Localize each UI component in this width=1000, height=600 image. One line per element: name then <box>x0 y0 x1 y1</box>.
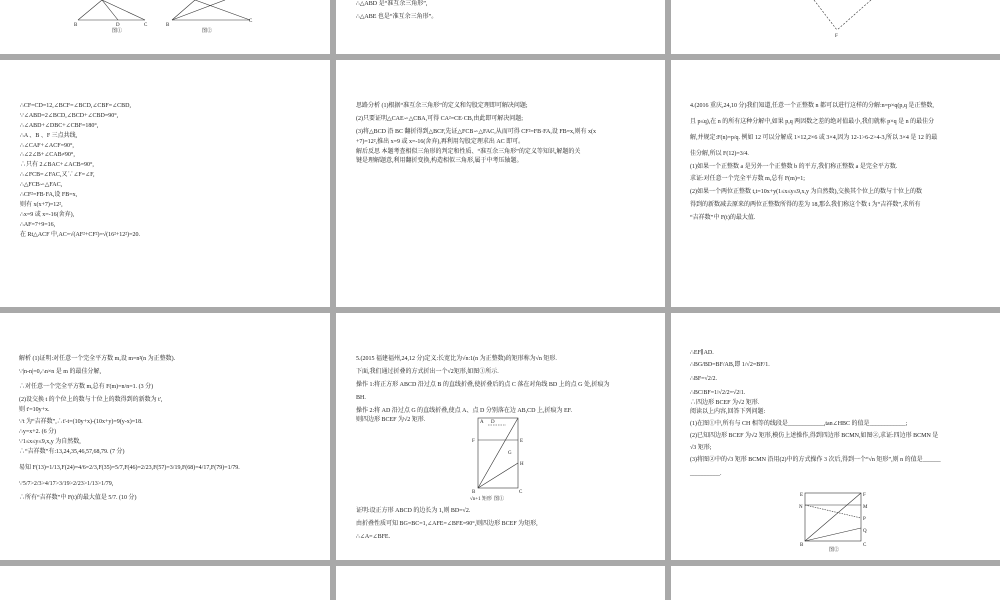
label-D: D <box>116 23 120 28</box>
text-line: ∴y=x+2. (6 分) <box>19 429 57 436</box>
text-line: ∴A 、B 、F 三点共线, <box>20 132 78 139</box>
figure-caption-rect: √n+1 矩形 <box>470 497 492 502</box>
text-line: 则 t'=10y+x. <box>19 406 50 413</box>
text-line: ∴BF=√2/2. <box>690 375 717 382</box>
text-line: ∴BC∶BF=1∶√2/2=√2∶1. <box>690 389 746 396</box>
text-line: ∵|n-n|=0,∴n×n 是 m 的最佳分解, <box>19 368 101 375</box>
text-line: 键是理解题意,利用翻折变换,构造相似三角形,属于中考压轴题。 <box>356 158 523 165</box>
text-line: ∵5/7>2/3>4/17>3/19>2/23>1/13>1/79, <box>19 480 114 487</box>
text-line: ∴四边形 BCEF 为√2 矩形. <box>690 399 760 406</box>
text-line: 思路分析 (1)根据“准互余三角形”的定义和勾股定理即可解决问题; <box>356 103 528 109</box>
text-line: 阅读以上内容,回答下列问题: <box>690 409 766 416</box>
figure-2-rectangle <box>671 313 1000 560</box>
text-line: ∴△ABE 也是“准互余三角形”。 <box>356 13 438 20</box>
label-F: F <box>863 493 866 498</box>
page-r2c0 <box>0 313 330 560</box>
text-line: (3)将△BCD 沿 BC 翻折得到△BCF,先证△FCB∽△FAC,从而可得 CF²=FB·FA,设 FB=x,则有 x(x <box>356 128 597 135</box>
page-r1c2 <box>671 60 1000 307</box>
label-C: C <box>519 490 523 495</box>
figure-1-triangle <box>0 0 330 54</box>
text-line: ∴EF∥AD. <box>690 350 714 356</box>
text-line: 则有 x(x+7)=12², <box>20 201 63 208</box>
text-line: 得到的新数减去原来的两位正整数所得的差为 18,那么我们称这个数 t 为“吉祥数”,求所有 <box>690 202 921 209</box>
label-C: C <box>863 543 867 548</box>
text-line: __________. <box>690 470 722 477</box>
text-line: 解,并规定:F(n)=p/q. 例如 12 可以分解成 1×12,2×6 或 3×4,因为 12-1>6-2>4-3,所以 3×4 是 12 的最 <box>690 134 938 141</box>
text-line: (1)如果一个正整数 a 是另外一个正整数 b 的平方,我们称正整数 a 是完全平方数. <box>690 163 898 170</box>
page-r2c1 <box>336 313 665 560</box>
text-line: ∴对任意一个完全平方数 m,总有 F(m)=n/n=1. (3 分) <box>19 383 154 390</box>
text-line: 求证:对任意一个完全平方数 m,总有 F(m)=1; <box>690 176 805 183</box>
text-line: ∴只有 2∠BAC+∠ACB=90°, <box>20 162 94 169</box>
label-B2: B <box>166 23 170 28</box>
text-line: “吉祥数”中 F(t)的最大值. <box>690 215 756 222</box>
label-A: A <box>480 420 484 425</box>
text-line: 易知 F(13)=1/13,F(24)=4/6=2/3,F(35)=5/7,F(46)=2/23,F(57)=3/19,F(68)=4/17,F(79)=1/79. <box>19 465 240 472</box>
label-B: B <box>472 490 476 495</box>
text-line: (2)设交换 t 的个位上的数与十位上的数得到的新数为 t', <box>19 396 163 403</box>
label-Q: Q <box>863 529 867 534</box>
text-line: 由折叠性质可知 BG=BC=1,∠AFE=∠BFE=90°,则四边形 BCEF 为矩形, <box>356 520 538 527</box>
text-line: (1)在图①中,所有与 CH 相等的线段是____________,tan∠HBC 的值是____________; <box>690 421 908 428</box>
text-line: ∴∠ABD+∠DBC+∠CBF=180°, <box>20 122 99 129</box>
text-line: ∴x=9 或 x=-16(舍弃), <box>20 211 75 218</box>
label-B: B <box>800 543 804 548</box>
figure-1-caption: 图① <box>112 29 123 34</box>
text-line: ∴∠2∠B+∠CAB≠90°, <box>20 152 75 159</box>
text-line: (2)只要证明△CAE∽△CBA,可得 CA²=CE·CB,由此即可解决问题; <box>356 115 523 122</box>
text-line: ∴CF²=FB·FA,设 FB=x, <box>20 192 78 199</box>
text-line: ∵∠ABD=2∠BCD,∠BCD+∠CBD=90°, <box>20 112 119 119</box>
text-line: ∵t 为“吉祥数”,∴t'-t=(10y+x)-(10x+y)=9(y-x)=18. <box>19 419 143 426</box>
text-line: 证明:设正方形 ABCD 的边长为 1,则 BD=√2. <box>356 508 471 514</box>
label-E: E <box>800 493 804 498</box>
text-line: (3)将图②中的√3 矩形 BCMN 沿用(2)中的方式操作 3 次后,得到一个“√n 矩形”,则 n 的值是______ <box>690 457 941 464</box>
text-line: 则四边形 BCEF 为√2 矩形. <box>356 417 426 424</box>
text-line: ∴CF=CD=12,∠BCF=∠BCD,∠CBF=∠CBD, <box>20 103 131 109</box>
text-line: ∴“吉祥数”有:13,24,35,46,57,68,79. (7 分) <box>19 449 125 456</box>
text-line: 下面,我们通过折叠的方式折出一个√2矩形,如图①所示. <box>356 368 499 375</box>
page-r3c2 <box>671 566 1000 600</box>
label-B: B <box>74 23 78 28</box>
label-P: P <box>863 517 866 522</box>
figure-dashed-v <box>671 0 1000 54</box>
text-line: ∴∠FCB=∠FAC,又∵∠F=∠F, <box>20 172 95 179</box>
text-line: 4.(2016 重庆,24,10 分)我们知道,任意一个正整数 n 都可以进行这样的分解:n=p×q(p,q 是正整数, <box>690 103 934 109</box>
text-line: (2)如果一个两位正整数 t,t=10x+y(1≤x≤y≤9,x,y 为自然数),交换其个位上的数与十位上的数 <box>690 189 922 196</box>
page-r2c2 <box>671 313 1000 560</box>
page-r0c2 <box>671 0 1000 54</box>
figure-2-caption: 图② <box>829 548 840 553</box>
text-line: √3 矩形; <box>690 445 712 452</box>
label-D: D <box>491 420 495 425</box>
text-line: 且 p≤q),在 n 的所有这种分解中,如果 p,q 两因数之差的绝对值最小,我们就称 p×q 是 n 的最佳分 <box>690 118 935 125</box>
label-G: G <box>508 451 512 456</box>
label-C2: C <box>249 19 253 24</box>
text-line: +7)=12²,推出 x=9 或 x=-16(舍弃),再利用勾股定理求出 AC 即可。 <box>356 138 525 145</box>
label-N: N <box>799 505 803 510</box>
label-H: H <box>520 462 524 467</box>
label-M: M <box>863 505 868 510</box>
text-line: 5.(2015 福建福州,24,12 分)定义:长宽比为√n:1(n 为正整数)的矩形称为√n 矩形. <box>356 356 557 362</box>
label-F: F <box>472 439 475 444</box>
text-line: 在 Rt△ACF 中,AC=√(AF²+CF²)=√(16²+12²)=20. <box>20 231 140 238</box>
figure-2-caption: 图② <box>202 29 213 34</box>
solution-text <box>20 102 140 240</box>
proof-text <box>356 507 538 543</box>
text-line: 操作 1:将正方形 ABCD 沿过点 B 的直线折叠,使折叠后的点 C 落在对角线 BD 上的点 G 处,折痕为 <box>356 381 610 388</box>
label-F: F <box>835 34 838 39</box>
page-r1c1 <box>336 60 665 307</box>
page-r0c1 <box>336 0 665 54</box>
text-line: ∴AF=7+9=16, <box>20 221 56 228</box>
page-r3c0 <box>0 566 330 600</box>
text-line: 操作 2:将 AD 沿过点 G 的直线折叠,使点 A、点 D 分别落在边 AB,CD 上,折痕为 EF. <box>356 407 573 414</box>
text-line: (2)已知四边形 BCEF 为√2 矩形,模仿上述操作,得到四边形 BCMN,如图②,求证:四边形 BCMN 是 <box>690 433 939 440</box>
solution-4-text <box>19 355 240 504</box>
label-E: E <box>520 439 524 444</box>
text-line: 解后反思 本题考查相似三角形的判定和性质、“准互余三角形”的定义等知识,解题的关 <box>356 148 581 155</box>
text-line: ∴△FCB∽△FAC, <box>20 182 63 189</box>
figure-caption-1: 图① <box>494 497 505 502</box>
text-line: ∴∠CAF+∠ACF=90°, <box>20 142 74 149</box>
text-line: ∴所有“吉祥数”中 F(t)的最大值是 5/7. (10 分) <box>19 494 137 501</box>
text-line: ∵1≤x≤y≤9,x,y 为自然数, <box>19 439 81 446</box>
text-line: ∴∠A=∠BFE. <box>356 533 391 540</box>
text-line: 佳分解,所以 F(12)=3/4. <box>690 150 749 157</box>
text-line: BH. <box>356 394 366 401</box>
page-r0c0 <box>0 0 330 54</box>
problem-4-text <box>690 102 937 224</box>
text-line: 解析 (1)证明:对任意一个完全平方数 m,设 m=n²(n 为正整数). <box>19 356 176 362</box>
text-line: ∴BG/BD=BF/AB,即 1/√2=BF/1. <box>690 361 770 368</box>
page-r3c1 <box>336 566 665 600</box>
analysis-text <box>356 102 596 167</box>
text-block <box>356 0 437 23</box>
label-C: C <box>144 23 148 28</box>
text-line: ∴△ABD 是“准互余三角形”, <box>356 1 428 7</box>
page-r1c0 <box>0 60 330 307</box>
